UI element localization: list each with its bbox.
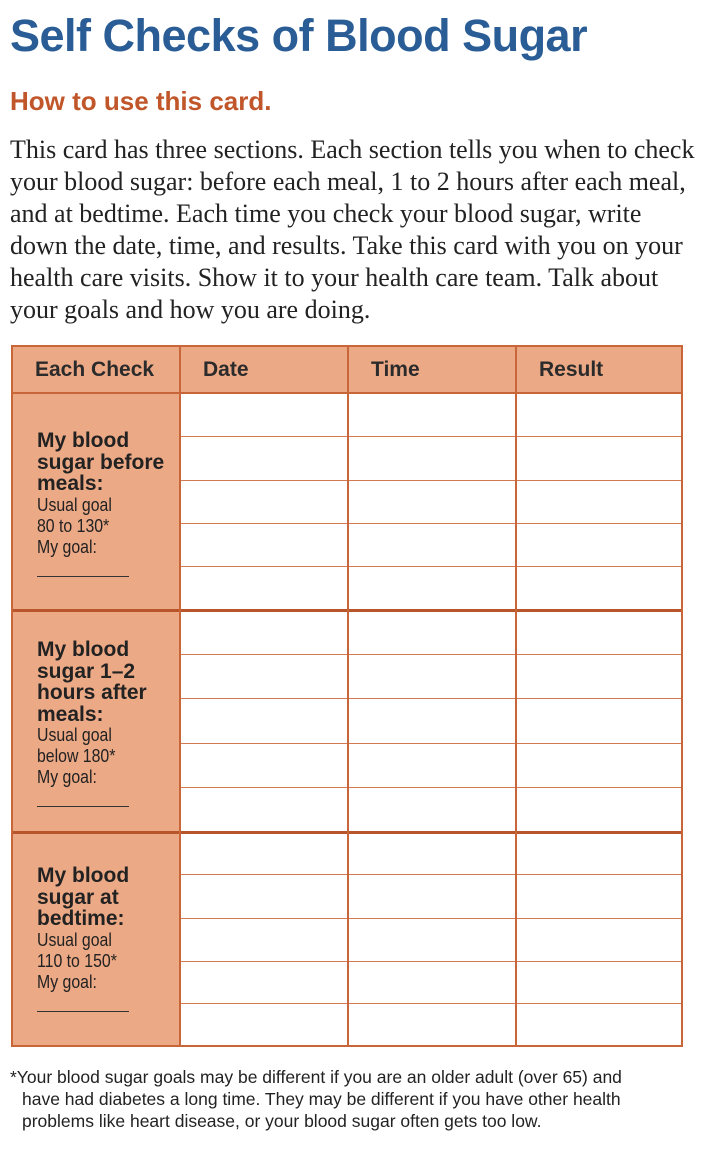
section-title-line: sugar before xyxy=(37,450,165,474)
usual-goal-value: 110 to 150* xyxy=(37,950,117,971)
section-title-line: meals: xyxy=(37,702,104,726)
section-title-line: My blood xyxy=(37,864,130,887)
row-divider xyxy=(180,1003,681,1004)
header-result: Result xyxy=(539,358,604,381)
column-divider xyxy=(515,347,517,1045)
section-label-cell xyxy=(13,612,180,831)
usual-goal-value: below 180* xyxy=(37,746,116,766)
usual-goal-label: Usual goal xyxy=(37,494,112,515)
header-time: Time xyxy=(371,358,420,381)
section-title-line: My blood xyxy=(37,429,130,452)
row-divider xyxy=(180,480,681,481)
footnote-line: problems like heart disease, or your blood sugar often gets too low. xyxy=(22,1111,542,1131)
my-goal-blank xyxy=(37,1011,129,1012)
usual-goal-label: Usual goal xyxy=(37,725,112,745)
footnote xyxy=(10,1066,690,1132)
blood-sugar-log-table xyxy=(11,345,683,1047)
row-divider xyxy=(180,566,681,567)
row-divider xyxy=(180,961,681,962)
section-title-line: meals: xyxy=(37,472,104,495)
section-title-line: hours after xyxy=(37,681,147,704)
row-divider xyxy=(180,654,681,655)
column-divider xyxy=(179,347,181,1045)
my-goal-blank xyxy=(37,806,129,807)
footnote-line: *Your blood sugar goals may be different if you are an older adult (over 65) and xyxy=(10,1067,622,1087)
column-divider xyxy=(347,347,349,1045)
row-divider xyxy=(180,874,681,875)
my-goal-label: My goal: xyxy=(37,536,97,557)
header-each-check: Each Check xyxy=(35,358,155,381)
my-goal-label: My goal: xyxy=(37,971,97,992)
row-divider xyxy=(180,698,681,699)
usual-goal-value: 80 to 130* xyxy=(37,515,110,536)
row-divider xyxy=(180,523,681,524)
row-divider xyxy=(180,918,681,919)
page-title: Self Checks of Blood Sugar xyxy=(10,10,588,61)
section-label-cell xyxy=(13,834,180,1045)
section-title-line: sugar 1–2 xyxy=(37,659,136,683)
section-label-cell xyxy=(13,394,180,609)
usual-goal-label: Usual goal xyxy=(37,929,112,950)
my-goal-blank xyxy=(37,576,129,577)
header-date: Date xyxy=(203,358,249,381)
row-divider xyxy=(180,787,681,788)
section-subtitle: How to use this card. xyxy=(10,86,272,116)
my-goal-label: My goal: xyxy=(37,767,97,787)
row-divider xyxy=(180,743,681,744)
footnote-line: have had diabetes a long time. They may be different if you have other health xyxy=(22,1089,621,1109)
row-divider xyxy=(180,436,681,437)
section-title-line: sugar at xyxy=(37,885,119,909)
section-title-line: bedtime: xyxy=(37,907,125,930)
intro-paragraph: This card has three sections. Each section tells you when to check your blood sugar: before each meal, 1 to 2 hours after each meal, and at bedtime. Each time you check your blood sugar, write down the date, time, and results. Take this card with you on your health care visits. Show it to your health care team. Talk about your goals and how you are doing. xyxy=(10,135,695,324)
section-title-line: My blood xyxy=(37,638,130,661)
